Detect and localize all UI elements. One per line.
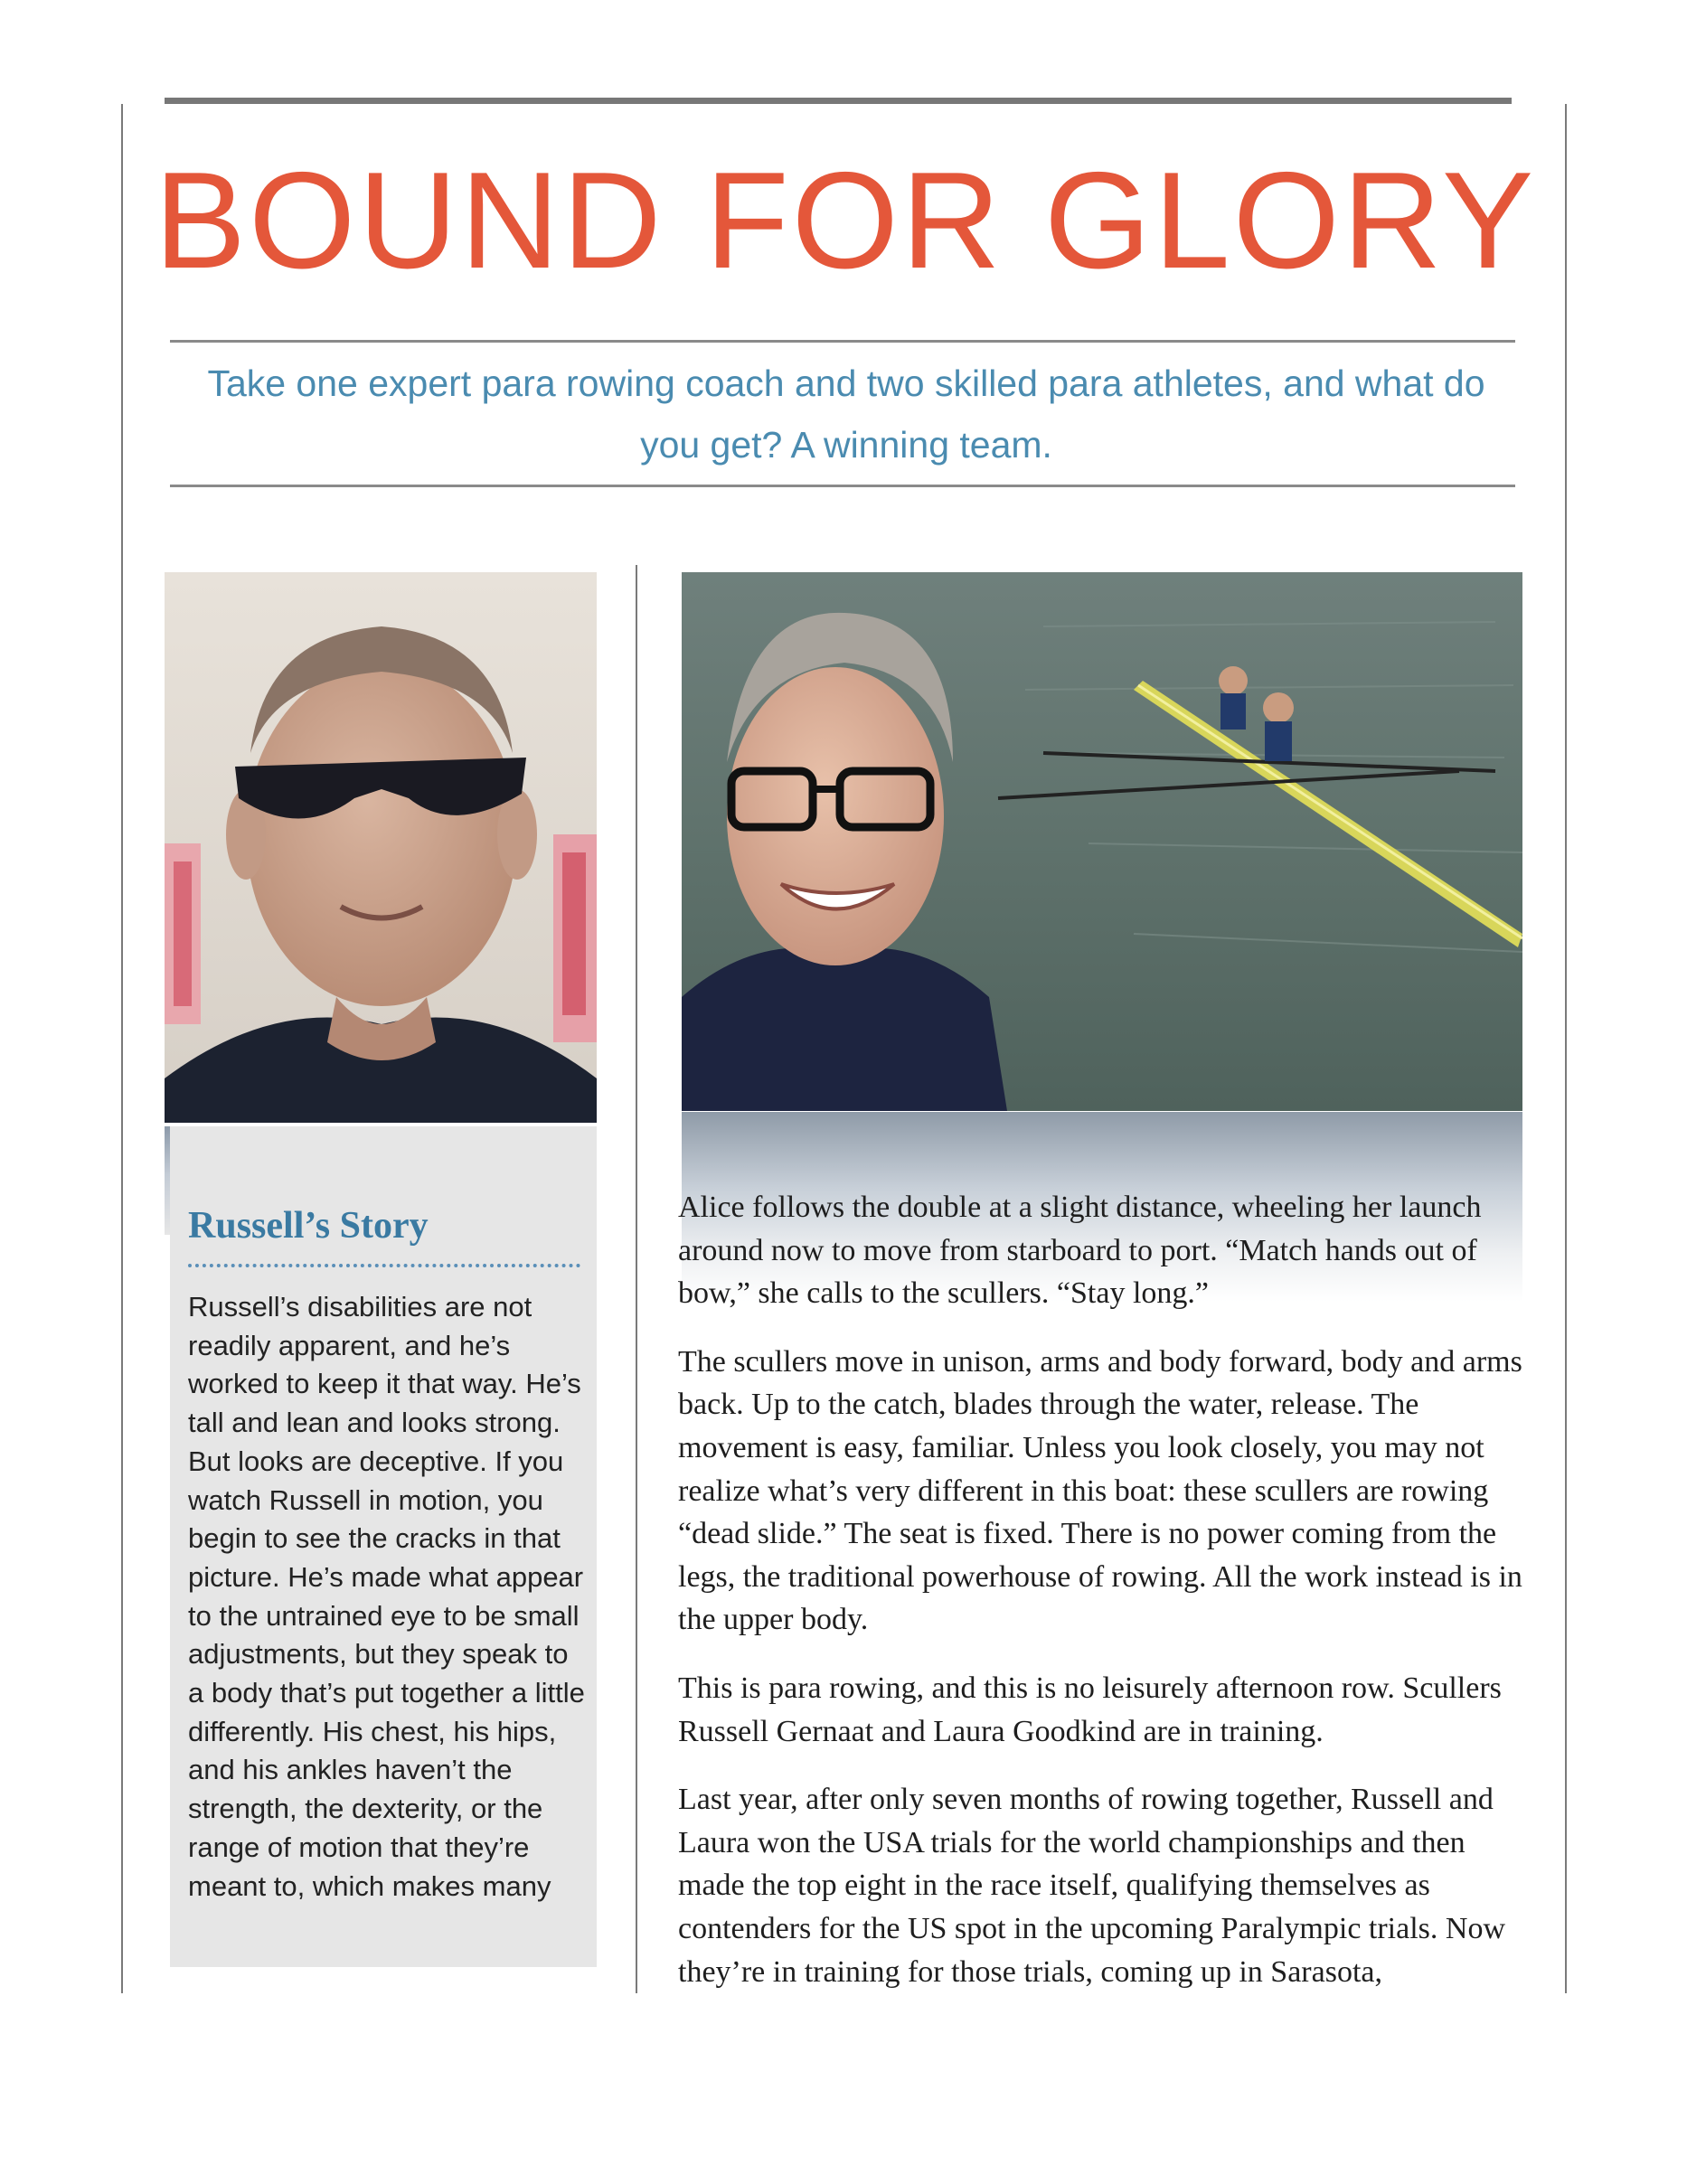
sidebar-title: Russell’s Story bbox=[188, 1205, 429, 1247]
sidebar-dotted-rule bbox=[188, 1264, 580, 1267]
alice-photo bbox=[682, 572, 1522, 1111]
column-divider bbox=[636, 565, 637, 1993]
page-title: BOUND FOR GLORY bbox=[154, 144, 1537, 297]
article-paragraph-4: Last year, after only seven months of rowing together, Russell and Laura won the USA trials for the world championships and then made the top eight in the race itself, qualifying themselves as contenders for the US spot in the upcoming Paralympic trials. Now they’re in training for those trials, coming up in Sarasota, bbox=[678, 1783, 1505, 1989]
subtitle-bottom-rule bbox=[170, 485, 1515, 487]
article-paragraph-1: Alice follows the double at a slight distance, wheeling her launch around now to move from starboard to port. “Match hands out of bow,” she calls to the scullers. “Stay long.” bbox=[678, 1191, 1482, 1311]
article-paragraph-2: The scullers move in unison, arms and body forward, body and arms back. Up to the catch, blades through the water, release. The movement is easy, familiar. Unless you look closely, you may not realize what’s very different in this boat: these scullers are rowing “dead slide.” The seat is fixed. There is no power coming from the legs, the traditional powerhouse of rowing. All the work instead is in the upper body. bbox=[678, 1344, 1522, 1637]
top-bar bbox=[165, 98, 1512, 104]
subtitle-top-rule bbox=[170, 340, 1515, 343]
right-margin-line bbox=[1565, 104, 1567, 1993]
sidebar-text: Russell’s disabilities are not readily apparent, and he’s worked to keep it that way. He’s tall and lean and looks strong. But looks are deceptive. If you watch Russell in motion, you begin to see the cracks in that picture. He’s made what appear to the untrained eye to be small adjustments, but they speak to a body that’s put together a little differently. His chest, his hips, and his ankles haven’t the strength, the dexterity, or the range of motion that they’re meant to, which makes many bbox=[188, 1291, 585, 1902]
article-body bbox=[678, 1186, 1528, 2019]
subtitle: Take one expert para rowing coach and two skilled para athletes, and what do you get? A winning team. bbox=[207, 362, 1485, 466]
left-margin-line bbox=[121, 104, 123, 1993]
article-paragraph-3: This is para rowing, and this is no leisurely afternoon row. Scullers Russell Gernaat and Laura Goodkind are in training. bbox=[678, 1671, 1502, 1748]
russell-photo bbox=[165, 572, 597, 1123]
